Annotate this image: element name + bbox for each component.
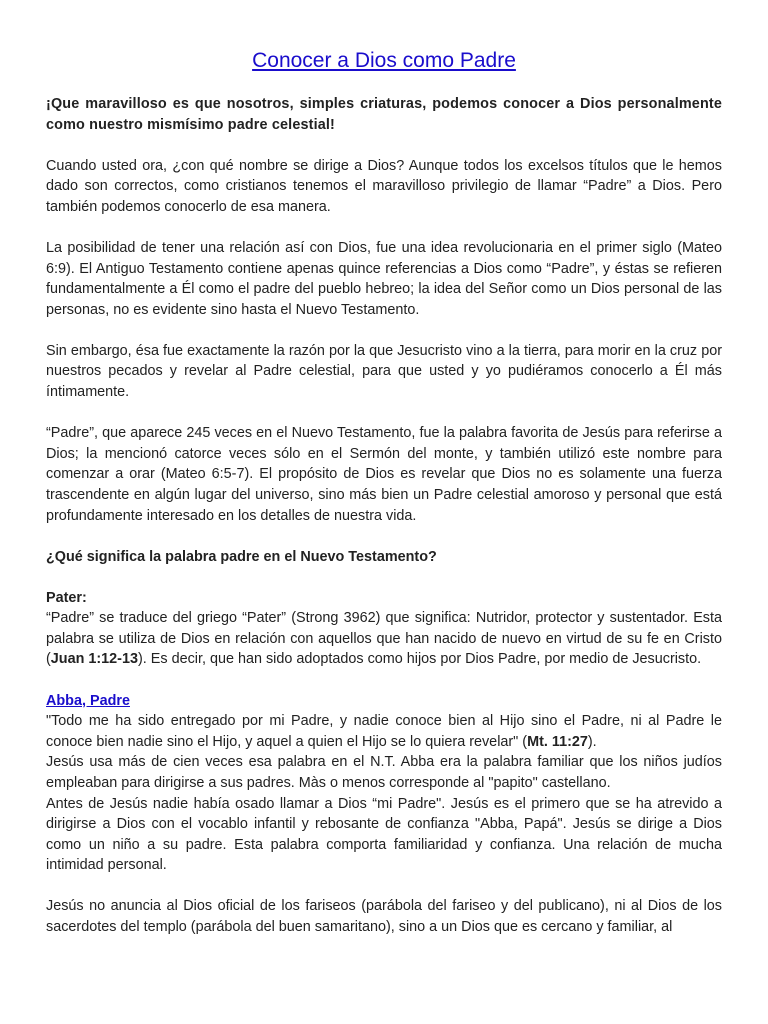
abba-quote-ref: Mt. 11:27: [527, 733, 588, 750]
lead-paragraph: ¡Que maravilloso es que nosotros, simples criaturas, podemos conocer a Dios personalmente como nuestro mismísimo padre celestial!: [46, 96, 722, 133]
pater-paragraph: [46, 608, 722, 670]
pater-heading-text: Pater:: [46, 589, 87, 606]
abba-quote-after: ).: [587, 733, 597, 750]
pater-text-after: ). Es decir, que han sido adoptados como hijos por Dios Padre, por medio de Jesucristo.: [137, 651, 702, 668]
question-heading: ¿Qué significa la palabra padre en el Nuevo Testamento?: [46, 548, 437, 565]
page-title: [46, 46, 722, 76]
pater-text-before: “Padre” se traduce del griego “Pater” (Strong 3962) que significa: Nutridor, protector y sustentador. Esta palabra se utiliza de Dios en relación con aquellos que han nacido de nuevo en virtud de su fe en Cristo (: [46, 610, 722, 668]
abba-line-3: Antes de Jesús nadie había osado llamar a Dios “mi Padre". Jesús es el primero que se ha atrevido a dirigirse a Dios con el vocablo infantil y rebosante de confianza "Abba, Papá". Jesús se dirige a Dios como un niño a su padre. Esta palabra comporta familiaridad y confianza. Una relación de mucha intimidad personal.: [46, 795, 722, 874]
paragraph-3: Sin embargo, ésa fue exactamente la razón por la que Jesucristo vino a la tierra, para morir en la cruz por nuestros pecados y revelar al Padre celestial, para que usted y yo pudiéramos conocerlo a Él más íntimamente.: [46, 342, 722, 401]
abba-line-2: Jesús usa más de cien veces esa palabra en el N.T. Abba era la palabra familiar que los niños judíos empleaban para dirigirse a sus padres. Màs o menos corresponde al "papito" castellano.: [46, 754, 722, 791]
abba-heading-link[interactable]: Abba, Padre: [46, 692, 130, 709]
paragraph-4: “Padre”, que aparece 245 veces en el Nuevo Testamento, fue la palabra favorita de Jesús para referirse a Dios; la mencionó catorce veces sólo en el Sermón del monte, y también utilizó este nombre para comenzar a orar (Mateo 6:5-7). El propósito de Dios es revelar que Dios no es solamente una fuerza trascendente en algún lugar del universo, sino más bien un Padre celestial amoroso y personal que está profundamente interesado en los detalles de nuestra vida.: [46, 425, 722, 524]
abba-heading: [46, 691, 722, 712]
abba-quote-before: "Todo me ha sido entregado por mi Padre, y nadie conoce bien al Hijo sino el Padre, ni al Padre le conoce bien nadie sino el Hijo, y aquel a quien el Hijo se lo quiera revelar" (: [46, 713, 722, 750]
paragraph-2: La posibilidad de tener una relación así con Dios, fue una idea revolucionaria en el primer siglo (Mateo 6:9). El Antiguo Testamento contiene apenas quince referencias a Dios como “Padre”, y éstas se refieren fundamentalmente a Él como el padre del pueblo hebreo; la idea del Señor como un Dios personal de las personas, no es evidente sino hasta el Nuevo Testamento.: [46, 239, 722, 318]
abba-quote: [46, 711, 722, 752]
paragraph-1: Cuando usted ora, ¿con qué nombre se dirige a Dios? Aunque todos los excelsos títulos que le hemos dado son correctos, como cristianos tenemos el maravilloso privilegio de llamar “Padre” a Dios. Pero también podemos conocerlo de esa manera.: [46, 157, 722, 215]
pater-scripture-ref: Juan 1:12-13: [50, 651, 138, 668]
pater-heading: [46, 588, 722, 609]
title-link[interactable]: Conocer a Dios como Padre: [252, 49, 516, 72]
closing-paragraph: Jesús no anuncia al Dios oficial de los fariseos (parábola del fariseo y del publicano), ni al Dios de los sacerdotes del templo (parábola del buen samaritano), sino a un Dios que es cercano y familiar, al: [46, 898, 722, 935]
